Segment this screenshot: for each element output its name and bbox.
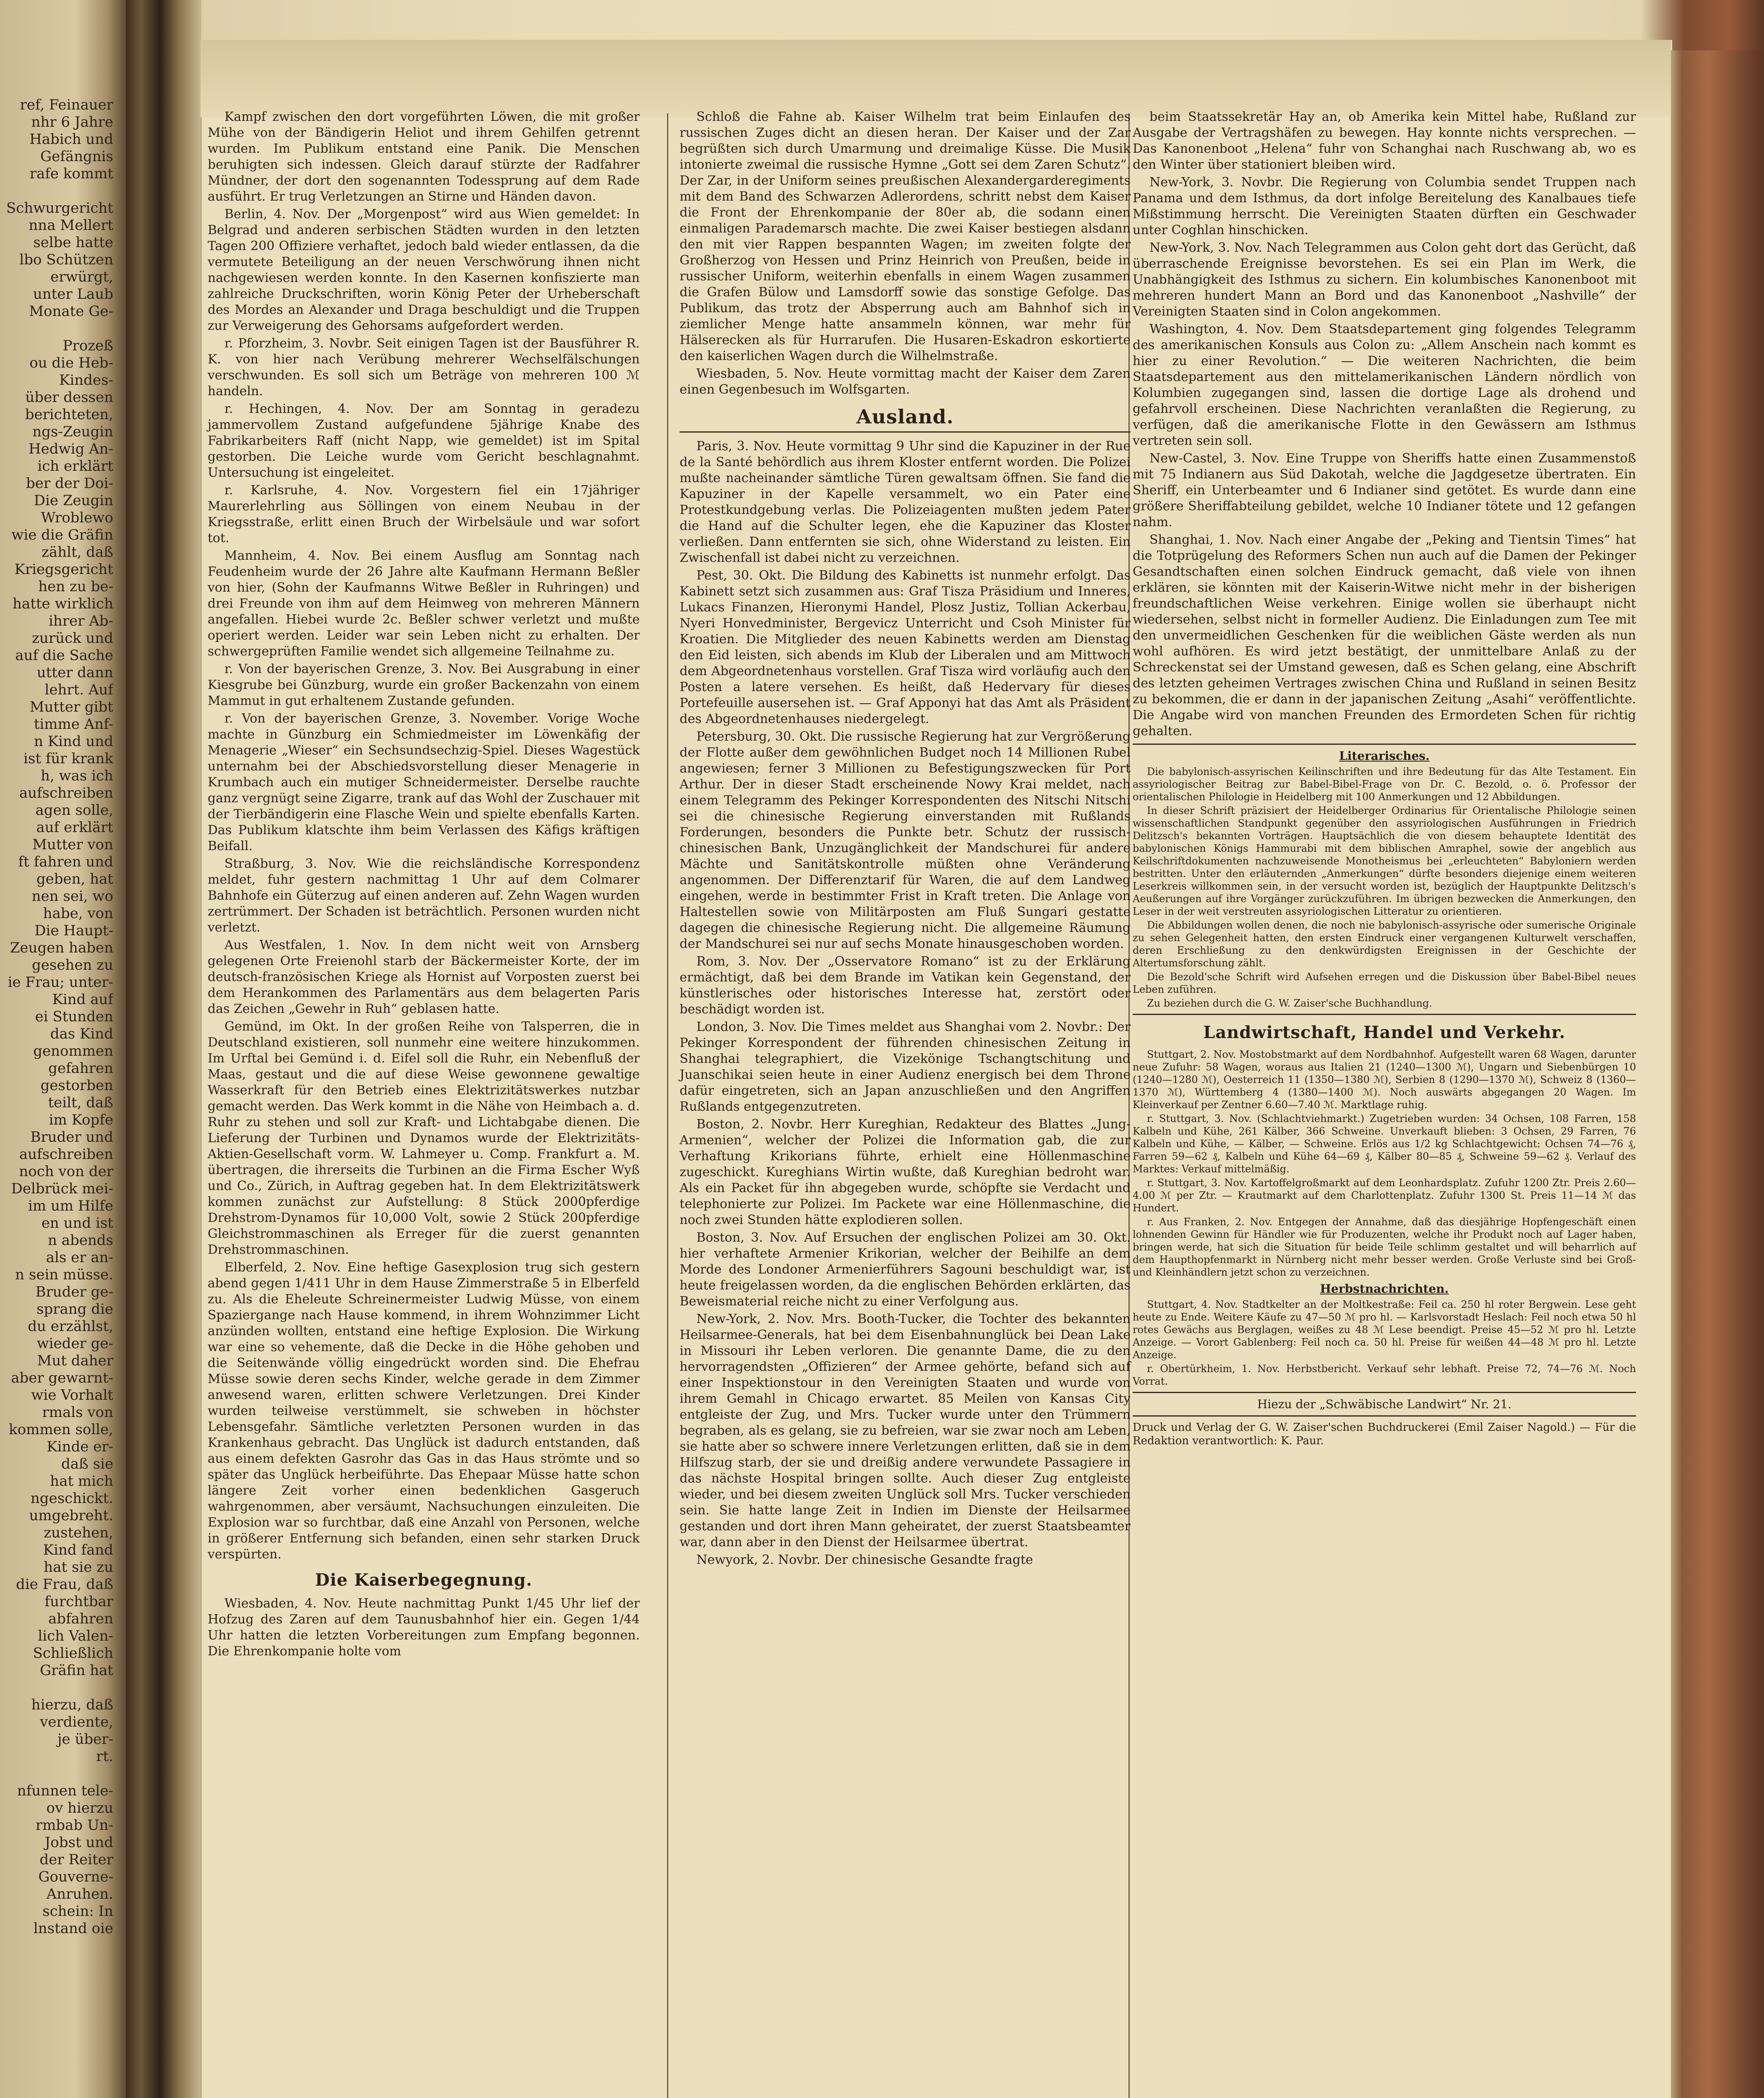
left-page-line [0, 1679, 113, 1696]
left-page-line: nen sei, wo [31, 888, 113, 905]
left-page-line: wieder ge- [36, 1335, 113, 1352]
left-page-line: hierzu, daß [31, 1696, 113, 1713]
left-page-line: Zeugen haben [10, 939, 113, 956]
left-page-line: Gefängnis [40, 148, 113, 165]
left-page-line: rmbab Un- [35, 1817, 113, 1834]
left-page-line: lich Valen- [38, 1628, 113, 1644]
section-heading-landwirtschaft: Landwirtschaft, Handel und Verkehr. [1203, 1023, 1566, 1042]
article-paragraph: Schloß die Fahne ab. Kaiser Wilhelm trat beim Einlaufen des russischen Zuges dicht an diesen heran. Der Kaiser und der Zar begrüßten sich durch Umarmung und dreimalige Küsse. Die Musik intonierte zweimal die russische Hymne „Gott sei dem Zaren Schutz“. Der Zar, in der Uniform seines preußischen Alexandergarderegiments mit dem Band des Schwarzen Adlerordens, schritt nebst dem Kaiser die Front der Ehrenkompanie der 80er ab, die sodann einen einmaligen Parademarsch machte. Die zwei Kaiser bestiegen alsdann den mit vier Rappen bespannten Wagen; im zweiten folgte der Großherzog von Hessen und Prinz Heinrich von Preußen, beide in russischer Uniform, weiterhin ebenfalls in einem Wagen zusammen die Grafen Bülow und Lamsdorff sowie das sonstige Gefolge. Das Publikum, das trotz der Absperrung auch am Bahnhof sich in ziemlicher Menge hatte ansammeln können, war mehr für Hälserecken als für Hurrarufen. Die Husaren-Eskadron eskortierte den kaiserlichen Wagen durch die Wilhelmstraße. [680, 110, 1131, 363]
left-page-text [0, 97, 113, 2098]
section-divider [1133, 1415, 1636, 1417]
left-page-line: das Kind [50, 1026, 113, 1042]
left-page-line: lnstand oie [33, 1920, 113, 1937]
article-paragraph: r. Karlsruhe, 4. Nov. Vorgestern fiel ein 17jähriger Maurerlehrling aus Söllingen von einem Neubau in der Kriegsstraße, erlitt einen Bruch der Wirbelsäule und war sofort tot. [208, 483, 640, 545]
article-paragraph: Mannheim, 4. Nov. Bei einem Ausflug am Sonntag nach Feudenheim wurde der 26 Jahre alte Kaufmann Hermann Beßler von hier, (Sohn der Kaufmanns Witwe Beßler in Ruhringen) und drei Freunde von ihm auf dem Heimweg von mehreren Männern angefallen. Hiebei wurde 2c. Beßler schwer verletzt und mußte operiert werden. Leider war sein Leben nicht zu erhalten. Der schwergeprüften Familie wendet sich allgemeine Teilnahme zu. [208, 548, 640, 659]
left-page-line: genommen [33, 1043, 113, 1059]
article-paragraph: Wiesbaden, 5. Nov. Heute vormittag macht der Kaiser dem Zaren einen Gegenbesuch im Wolfsgarten. [680, 366, 1131, 397]
left-page-line: abfahren [48, 1610, 113, 1627]
book-binding-edge [1671, 50, 1764, 2098]
left-page-line [0, 183, 113, 200]
left-page-line: Mutter von [32, 836, 113, 853]
imprint: Druck und Verlag der G. W. Zaiser'schen Buchdruckerei (Emil Zaiser Nagold.) — Für die Redaktion verantwortlich: K. Paur. [1133, 1421, 1636, 1447]
left-page-line: rafe kommt [29, 165, 113, 182]
article-paragraph: Shanghai, 1. Nov. Nach einer Angabe der „Peking and Tientsin Times“ hat die Totprügelung des Reformers Schen nun auch auf die Damen der Pekinger Gesandtschaften einen solchen Eindruck gemacht, daß viele von ihnen erklären, sie könnten mit der Kaiserin-Witwe nicht mehr in der bisherigen freundschaftlichen Weise verkehren. Einige wollen sie überhaupt nicht wiedersehen, selbst nicht in formeller Audienz. Die Einladungen zum Tee mit den unvermeidlichen Geschenken für die weiblichen Gäste werden als nun wohl aufhören. Es wird jetzt bestätigt, der unmittelbare Anlaß zu der Schreckenstat sei der Umstand gewesen, daß es Schen gelang, eine Abschrift des letzten geheimen Vertrages zwischen China und Rußland in seinen Besitz zu bekommen, die er dann in der japanischen Zeitung „Asahi“ veröffentlichte. Die Angabe wird von manchen Freunden des Ermordeten Schen für richtig gehalten. [1133, 532, 1636, 738]
left-page-line: teilt, daß [48, 1094, 113, 1111]
literary-paragraph: Zu beziehen durch die G. W. Zaiser'sche Buchhandlung. [1147, 997, 1433, 1009]
harvest-report: r. Obertürkheim, 1. Nov. Herbstbericht. Verkauf sehr lebhaft. Preise 72, 74—76 ℳ. Noch Vorrat. [1133, 1363, 1636, 1387]
left-page-line: Mut daher [37, 1352, 113, 1369]
article-paragraph: London, 3. Nov. Die Times meldet aus Shanghai vom 2. Novbr.: Der Pekinger Korrespondent der führenden chinesischen Zeitung in Shanghai telegraphiert, die Vizekönige Tschangtschitung und Juanschikai seien heute in einer Audienz energisch bei dem Throne dafür eingetreten, sich an Japan anzuschließen und den Angriffen Rußlands entgegenzutreten. [680, 1020, 1131, 1114]
left-page-line: Mutter gibt [29, 699, 113, 715]
left-page-line: utter dann [36, 664, 113, 681]
article-paragraph: Paris, 3. Nov. Heute vormittag 9 Uhr sind die Kapuziner in der Rue de la Santé behördlich aus ihrem Kloster entfernt worden. Die Polizei mußte nacheinander sämtliche Türen gewaltsam öffnen. Sie fand die Kapuziner in der Kapelle versammelt, wo ein Pater eine Protestkundgebung verlas. Die Polizeiagenten mußten jedem Pater die Hand auf die Schulter legen, ehe die Kapuziner das Kloster verließen. Dann entfernten sie sich, ohne Widerstand zu leisten. Ein Zwischenfall ist dabei nicht zu verzeichnen. [680, 439, 1131, 565]
left-page-line: ov hierzu [46, 1800, 113, 1816]
market-report: r. Stuttgart, 3. Nov. (Schlachtviehmarkt.) Zugetrieben wurden: 34 Ochsen, 108 Farren, 158 Kalbeln und Kühe, 261 Kälber, 366 Schweine. Unverkauft blieben: 3 Ochsen, 29 Farren, 76 Kalbeln und Kühe, — Kälber, — Schweine. Erlös aus 1/2 kg Schlachtgewicht: Ochsen 74—76 ₰, Farren 59—62 ₰, Kalbeln und Kühe 64—69 ₰, Kälber 80—85 ₰, Schweine 59—62 ₰. Verlauf des Marktes: Verkauf mittelmäßig. [1133, 1113, 1636, 1175]
column-2 [680, 109, 1131, 1570]
literary-paragraph: Die Abbildungen wollen denen, die noch nie babylonisch-assyrische oder sumerische Originale zu sehen Gelegenheit hatten, den ersten Eindruck einer vergangenen Kulturwelt verschaffen, deren Erschließung zu den denkwürdigsten Ereignissen in der Geschichte der Altertumsforschung zählt. [1133, 919, 1636, 969]
left-page-line: lbo Schützen [19, 251, 113, 268]
column-3 [1133, 109, 1636, 1448]
left-page-line: Jobst und [44, 1834, 113, 1851]
supplement-notice: Hiezu der „Schwäbische Landwirt“ Nr. 21. [1257, 1397, 1512, 1411]
left-page-line: Bruder ge- [35, 1284, 113, 1300]
article-paragraph: Rom, 3. Nov. Der „Osservatore Romano“ ist zu der Erklärung ermächtigt, daß bei dem Brande im Vatikan kein Gegenstand, der künstlerisches oder historisches Interesse hat, zerstört oder beschädigt worden ist. [680, 954, 1131, 1017]
section-divider [1133, 1014, 1636, 1015]
left-page-line: Prozeß [63, 337, 113, 354]
left-page-line: lehrt. Auf [44, 681, 113, 698]
left-page-line: ie Frau; unter- [8, 974, 113, 991]
left-page-line: aufschreiben [19, 785, 113, 801]
article-paragraph: Berlin, 4. Nov. Der „Morgenpost“ wird aus Wien gemeldet: In Belgrad und anderen serbischen Städten wurden in den letzten Tagen 200 Offiziere verhaftet, jedoch bald wieder entlassen, da die vermutete Beteiligung an der neuen Verschwörung ihnen nicht nachgewiesen werden konnte. In den Kasernen konfiszierte man zahlreiche Druckschriften, worin König Peter der Urheberschaft des Mordes an Alexander und Draga beschuldigt und die Truppen zur Verweigerung des Gehorsams aufgefordert werden. [208, 207, 640, 333]
left-page-line: Hedwig An- [28, 441, 113, 457]
left-page-line: schein: In [42, 1903, 113, 1920]
left-page-line: hat mich [50, 1473, 113, 1490]
left-page-line: rmals von [42, 1404, 113, 1421]
article-paragraph: Kampf zwischen den dort vorgeführten Löwen, die mit großer Mühe von der Bändigerin Heliot und ihrem Gehilfen getrennt wurden. Im Publikum entstand eine Panik. Die Menschen beruhigten sich indessen. Gleich darauf stürzte der Radfahrer Mündner, der dort den sogenannten Todessprung auf dem Rade ausführt. Er trug Verletzungen an Stirne und Händen davon. [208, 110, 640, 204]
section-heading-ausland: Ausland. [680, 405, 1131, 433]
market-report: r. Aus Franken, 2. Nov. Entgegen der Annahme, daß das diesjährige Hopfengeschäft einen lohnenden Gewinn für Händler wie für Produzenten, welche ihr Produkt noch auf Lager haben, bringen werde, hat sich die Situation für beide Teile schlimm gestaltet und will beharrlich auf dem Haupthopfenmarkt in Nürnberg nicht mehr besser werden. Große Verluste sind bei Groß- und Kleinhändlern jetzt schon zu verzeichnen. [1133, 1216, 1636, 1278]
market-report: r. Stuttgart, 3. Nov. Kartoffelgroßmarkt auf dem Leonhardsplatz. Zufuhr 1200 Ztr. Preis 2.60—4.00 ℳ per Ztr. — Krautmarkt auf dem Charlottenplatz. Zufuhr 1300 St. Preis 11—14 ℳ das Hundert. [1133, 1177, 1636, 1214]
article-paragraph: r. Von der bayerischen Grenze, 3. November. Vorige Woche machte in Günzburg ein Schmiedmeister im Löwenkäfig der Menagerie „Wieser“ ein Sechsundsechzig-Spiel. Dieses Wagestück unternahm bei der Abschiedsvorstellung dieser Menagerie in Krumbach auch ein mutiger Schneidermeister. Derselbe rauchte ganz vergnügt seine Zigarre, trank auf das Wohl der Zuschauer mit der Tierbändigerin eine Flasche Wein und spielte ebenfalls Karten. Das Publikum klatschte ihm beim Verlassen des Käfigs kräftigen Beifall. [208, 711, 640, 853]
left-page-line: ich erklärt [37, 458, 113, 475]
left-page-line: berichteten, [25, 406, 113, 423]
left-page-line: n Kind und [34, 733, 113, 750]
left-page-line: ber der Doi- [26, 475, 113, 492]
left-page-line: Gräfin hat [40, 1662, 113, 1679]
left-page-line: die Frau, daß [16, 1576, 113, 1593]
left-page-line: auf erklärt [36, 819, 113, 836]
left-page-line: gesehen zu [32, 957, 113, 973]
article-paragraph: New-York, 3. Nov. Nach Telegrammen aus Colon geht dort das Gerücht, daß überraschende Ereignisse bevorstehen. Es sei ein Plan im Werk, die Unabhängigkeit des Isthmus zu sichern. Ein kolumbisches Kanonenboot mit mehreren hundert Mann an Bord und das Kanonenboot „Nashville“ der Vereinigten Staaten sind in Colon angekommen. [1133, 240, 1636, 319]
left-page-line: Bruder und [30, 1129, 113, 1146]
left-page-line: Anruhen. [46, 1886, 113, 1902]
left-page-line: Gouverne- [38, 1868, 113, 1885]
section-divider [1133, 744, 1636, 745]
article-paragraph: Washington, 4. Nov. Dem Staatsdepartement ging folgendes Telegramm des amerikanischen Konsuls aus Colon zu: „Allem Anschein nach kommt es hier zu einer Revolution.“ — Die weiteren Nachrichten, die beim Staatsdepartement aus den mittelamerikanischen Ländern nördlich von Kolumbien zugegangen sind, lassen die dortige Lage als drohend und gefahrvoll erscheinen. Diese Nachrichten veranlaßten die Regierung, zu verfügen, daß die amerikanische Flotte in den Gewässern am Isthmus vertreten sein soll. [1133, 322, 1636, 448]
article-paragraph: New-York, 2. Nov. Mrs. Booth-Tucker, die Tochter des bekannten Heilsarmee-Generals, hat bei dem Eisenbahnunglück bei Dean Lake in Missouri ihr Leben verloren. Die genannte Dame, die zu den hervorragendsten „Offizieren“ der Armee gehörte, befand sich auf einer Inspektionstour in den Vereinigten Staaten und wurde von ihrem Gemahl in Chicago erwartet. 85 Meilen von Kansas City entgleiste der Zug, und Mrs. Tucker wurde unter den Trümmern begraben, als es gelang, sie zu befreien, war sie zwar noch am Leben, sie hatte aber so schwere innere Verletzungen erlitten, daß sie in dem Hilfszug starb, der sie und dreißig andere verwundete Passagiere in das nächste Hospital bringen sollte. Auch dieser Zug entgleiste wieder, und bei diesem zweiten Unglück soll Mrs. Tucker verschieden sein. Sie hatte lange Zeit in Indien im Dienste der Heilsarmee gestanden und dort ihren Mann geheiratet, der zuerst Staatsbeamter war, dann aber in den Dienst der Heilsarmee übertrat. [680, 1312, 1131, 1550]
left-page-line: nna Mellert [29, 217, 113, 234]
left-page-line: gefahren [48, 1060, 113, 1077]
left-page-line: Wroblewo [41, 509, 113, 526]
left-page-line: wie die Gräfin [11, 527, 113, 543]
article-paragraph: Wiesbaden, 4. Nov. Heute nachmittag Punkt 1/45 Uhr lief der Hofzug des Zaren auf dem Taunusbahnhof hier ein. Gegen 1/44 Uhr hatten die letzten Vorbereitungen zum Empfang begonnen. Die Ehrenkompanie holte vom [208, 1596, 640, 1659]
left-page-line: rt. [96, 1748, 113, 1765]
left-page-line: Habich und [29, 131, 113, 148]
article-paragraph: r. Von der bayerischen Grenze, 3. Nov. Bei Ausgrabung in einer Kiesgrube bei Günzburg, wurde ein großer Backenzahn von einem Mammut in gut erhaltenem Zustande gefunden. [208, 662, 640, 708]
left-page-line: im um Hilfe [28, 1198, 113, 1214]
left-page-line: nfunnen tele- [17, 1782, 113, 1799]
left-page-line: Kriegsgericht [14, 561, 113, 578]
article-paragraph: r. Pforzheim, 3. Novbr. Seit einigen Tagen ist der Bausführer R. K. von hier nach Verübung mehrerer Wechselfälschungen verschwunden. Es soll sich um Beträge von mehreren 100 ℳ handeln. [208, 336, 640, 399]
article-paragraph: Gemünd, im Okt. In der großen Reihe von Talsperren, die in Deutschland existieren, soll nunmehr eine weitere hinzukommen. Im Urftal bei Gemünd i. d. Eifel soll die Ruhr, ein Nebenfluß der Maas, gestaut und die auf diese Weise gewonnene gewaltige Wasserkraft für den Betrieb eines Elektrizitätswerkes nutzbar gemacht werden. Das Werk kommt in die Nähe von Heimbach a. d. Ruhr zu stehen und soll zur Kraft- und Lichtabgabe dienen. Die Lieferung der Turbinen und Dynamos wurde der Elektrizitäts-Aktien-Gesellschaft vorm. W. Lahmeyer u. Comp. Frankfurt a. M. übertragen, die ihrerseits die Turbinen an die Firma Escher Wyß und Co., Zürich, in Auftrag gegeben hat. In dem Elektrizitätswerk kommen zunächst zur Aufstellung: 8 Stück 2000pferdige Drehstrom-Dynamos für 10,000 Volt, sowie 2 Stück 200pferdige Gleichstrommaschinen als Erreger für die zuerst genannten Drehstrommaschinen. [208, 1019, 640, 1257]
left-page-line: Die Haupt- [34, 922, 113, 939]
left-page-line: zurück und [32, 630, 113, 647]
section-heading-kaiserbegegnung: Die Kaiserbegegnung. [315, 1570, 533, 1590]
article-paragraph: Boston, 3. Nov. Auf Ersuchen der englischen Polizei am 30. Okt. hier verhaftete Armenier Krikorian, welcher der Beihilfe an dem Morde des Londoner Armenierführers Sagouni beschuldigt war, ist heute freigelassen worden, da die englischen Behörden erklärten, das Beweismaterial reiche nicht zu einer Verfolgung aus. [680, 1230, 1131, 1309]
left-page-line: ngs-Zeugin [32, 423, 113, 440]
left-page-line: ihrer Ab- [48, 613, 113, 629]
left-page-line: als er an- [46, 1249, 113, 1266]
literary-paragraph: Die babylonisch-assyrischen Keilinschriften und ihre Bedeutung für das Alte Testament. Ein assyriologischer Beitrag zur Babel-Bibel-Frage von Dr. C. Bezold, o. ö. Professor der orientalischen Philologie in Heidelberg mit 100 Anmerkungen und 12 Abbildungen. [1133, 766, 1636, 803]
left-page-line: ref, Feinauer [20, 97, 113, 113]
section-divider [1133, 1392, 1636, 1393]
left-page-line [0, 320, 113, 337]
left-page-line: en und ist [41, 1215, 113, 1232]
left-page-line: im Kopfe [49, 1112, 113, 1128]
left-page-line: der Reiter [39, 1851, 113, 1868]
left-page-line: je über- [57, 1731, 113, 1748]
left-page-line: über dessen [25, 389, 113, 406]
left-page-line [0, 1765, 113, 1782]
article-paragraph: Newyork, 2. Novbr. Der chinesische Gesandte fragte [696, 1553, 1033, 1567]
book-gutter [126, 0, 201, 2098]
left-page-line: timme Anf- [34, 716, 113, 733]
column-1 [208, 109, 640, 1661]
left-page-line: umgebreht. [29, 1507, 113, 1524]
left-page-line: zählt, daß [42, 544, 113, 561]
section-heading-literarisches: Literarisches. [1339, 749, 1430, 763]
left-page-line: aufschreiben [19, 1146, 113, 1163]
article-paragraph: beim Staatssekretär Hay an, ob Amerika kein Mittel habe, Rußland zur Ausgabe der Vertragshäfen zu bewegen. Hay konnte nichts versprechen. — Das Kanonenboot „Helena“ fuhr von Schanghai nach Ruschwang ab, wo es den Winter über stationiert bleiben wird. [1133, 110, 1636, 172]
left-page-line: du erzählst, [28, 1318, 113, 1335]
left-page-line: ngeschickt. [30, 1490, 113, 1507]
left-page-line: ft fahren und [18, 853, 113, 870]
left-page-line: furchtbar [44, 1593, 113, 1610]
left-page-line: nhr 6 Jahre [31, 114, 113, 130]
left-page-fragment [0, 0, 126, 2098]
left-page-line: wie Vorhalt [31, 1387, 113, 1404]
literary-paragraph: In dieser Schrift präzisiert der Heidelberger Ordinarius für Orientalische Philologie seinen wissenschaftlichen Standpunkt gegenüber den assyriologischen Ausführungen in Friedrich Delitzsch's bekannten Vorträgen. Hauptsächlich die von diesem behauptete Identität des babylonischen Königs Hammurabi mit dem biblischen Amraphel, sowie der angeblich aus Keilschriftdokumenten nachzuweisende Monotheismus bei „erleuchteten“ Babyloniern werden bestritten. Unter den erläuternden „Anmerkungen“ dürfte besonders diejenige einem weiteren Leserkreis willkommen sein, in der versucht worden ist, bezüglich der Hauptpunkte Delitzsch's Aeußerungen auf ihre Vorgänger zurückzuführen. Im übrigen bezwecken die Anmerkungen, den Leser in der weit verstreuten assyriologischen Litteratur zu orientieren. [1133, 805, 1636, 917]
article-paragraph: New-York, 3. Novbr. Die Regierung von Columbia sendet Truppen nach Panama und dem Isthmus, da dort infolge Bereitelung des Kanalbaues tiefe Mißstimmung herrscht. Die Vereinigten Staaten dürften ein Geschwader unter Coghlan hinschicken. [1133, 175, 1636, 237]
left-page-line: ist für krank [23, 750, 113, 767]
left-page-line: auf die Sache [15, 647, 113, 664]
page-top-margin [201, 40, 1671, 117]
left-page-line: zustehen, [44, 1524, 113, 1541]
left-page-line: agen solle, [35, 802, 113, 819]
left-page-line: ou die Heb- [29, 355, 113, 371]
article-paragraph: Straßburg, 3. Nov. Wie die reichsländische Korrespondenz meldet, fuhr gestern nachmittag 1 Uhr auf dem Colmarer Bahnhofe ein Güterzug auf einen anderen auf. Zehn Wagen wurden zertrümmert. Der Schaden ist beträchtlich. Personen wurden nicht verletzt. [208, 856, 640, 935]
article-paragraph: Boston, 2. Novbr. Herr Kureghian, Redakteur des Blattes „Jung-Armenien“, welcher der Polizei die Information gab, die zur Verhaftung Krikorians führte, erhielt eine Höllenmaschine zugeschickt. Kureghians Wirtin wußte, daß Kureghian bedroht war. Als ein Packet für ihn abgegeben wurde, schöpfte sie Verdacht und telephonierte zur Polizei. Im Packete war eine Höllenmaschine, die noch zwei Stunden hätte explodieren sollen. [680, 1117, 1131, 1227]
left-page-line: h, was ich [41, 767, 113, 784]
left-page-line: Die Zeugin [34, 492, 113, 509]
left-page-line: gestorben [40, 1077, 113, 1094]
left-page-line: selbe hatte [33, 234, 113, 251]
left-page-line: hen zu be- [38, 578, 113, 595]
left-page-line: Delbrück mei- [11, 1180, 113, 1197]
article-paragraph: Aus Westfalen, 1. Nov. In dem nicht weit von Arnsberg gelegenen Orte Freienohl starb der Bäckermeister Korte, der im deutsch-französischen Kriege als Hornist auf Vorposten zuerst bei dem Herankommen des Parlamentärs aus dem belagerten Paris das Zeichen „Gewehr in Ruh“ geblasen hatte. [208, 938, 640, 1016]
article-paragraph: Petersburg, 30. Okt. Die russische Regierung hat zur Vergrößerung der Flotte außer dem gewöhnlichen Budget noch 14 Millionen Rubel angewiesen; ferner 3 Millionen zu Befestigungszwecken für Port Arthur. Der in dieser Stadt erscheinende Nowy Krai meldet, nach einem Telegramm des Pekinger Korrespondenten des Nitschi Nitschi sei die chinesische Regierung einverstanden mit Rußlands Forderungen, besonders die Punkte betr. Schutz der russisch-chinesischen Bank, Unzugänglichkeit der Mandschurei für andere Mächte und Sanitätskontrolle müßten ohne Veränderung angenommen. Der Differenztarif für Waren, die auf dem Landweg eingehen, werde in bestimmter Frist in Kraft treten. Die Anlage von Haltestellen sowie von Militärposten am Fluß Sungari gestatte dagegen die chinesische Regierung nicht. Die allgemeine Räumung der Mandschurei sei nur auf sechs Monate hinausgeschoben worden. [680, 729, 1131, 951]
left-page-line: hat sie zu [44, 1559, 113, 1576]
left-page-line: n sein müsse. [15, 1266, 113, 1283]
left-page-line: Kindes- [59, 372, 113, 389]
left-page-line: geben, hat [36, 871, 113, 887]
left-page-line: hatte wirklich [13, 595, 113, 612]
left-page-line: unter Laub [33, 286, 113, 303]
section-heading-herbstnachrichten: Herbstnachrichten. [1320, 1282, 1449, 1296]
left-page-line: sprang die [36, 1301, 113, 1318]
left-page-line: erwürgt, [50, 269, 113, 285]
left-page-line: Schwurgericht [6, 200, 113, 217]
article-paragraph: New-Castel, 3. Nov. Eine Truppe von Sheriffs hatte einen Zusammenstoß mit 75 Indianern aus Süd Dakotah, welche die Jagdgesetze übertraten. Ein Sheriff, ein Unterbeamter und 6 Indianer sind getötet. Es wurde dann eine größere Sheriffabteilung gebildet, welche 10 Indianer tötete und 12 gefangen nahm. [1133, 451, 1636, 530]
harvest-report: Stuttgart, 4. Nov. Stadtkelter an der Moltkestraße: Feil ca. 250 hl roter Bergwein. Lese geht heute zu Ende. Weitere Käufe zu 47—50 ℳ pro hl. — Karlsvorstadt Heslach: Feil noch etwa 50 hl rotes Gewächs aus Berglagen, weißes zu 48 ℳ Lese beendigt. Preise 45—52 ℳ pro hl. Letzte Anzeige. — Vorort Gablenberg: Feil noch ca. 50 hl. Preise für weißen 44—48 ℳ pro hl. Letzte Anzeige. [1133, 1299, 1636, 1361]
article-paragraph: r. Hechingen, 4. Nov. Der am Sonntag in geradezu jammervollem Zustand aufgefundene 5jährige Knabe des Fabrikarbeiters Raff (nicht Napp, wie gemeldet) ist im Spital gestorben. Die Leiche wurde vom Gericht beschlagnahmt. Untersuchung ist eingeleitet. [208, 402, 640, 480]
left-page-line: Kinde er- [47, 1438, 113, 1455]
market-report: Stuttgart, 2. Nov. Mostobstmarkt auf dem Nordbahnhof. Aufgestellt waren 68 Wagen, darunter neue Zufuhr: 58 Wagen, woraus aus Italien 21 (1240—1300 ℳ), Ungarn und Siebenbürgen 10 (1240—1280 ℳ), Oesterreich 11 (1350—1380 ℳ), Serbien 8 (1290—1370 ℳ), Schweiz 8 (1360—1370 ℳ), Württemberg 4 (1380—1400 ℳ). Noch auswärts abgegangen 20 Wagen. Im Kleinverkauf per Zentner 6.60—7.40 ℳ. Marktlage ruhig. [1133, 1049, 1636, 1111]
left-page-line: kommen solle, [9, 1421, 113, 1438]
left-page-line: habe, von [43, 905, 113, 922]
literary-paragraph: Die Bezold'sche Schrift wird Aufsehen erregen und die Diskussion über Babel-Bibel neues Leben zuführen. [1133, 971, 1636, 995]
left-page-line: aber gewarnt- [11, 1370, 113, 1386]
left-page-line: Kind auf [52, 991, 113, 1008]
left-page-line: verdiente, [40, 1714, 113, 1730]
left-page-line: daß sie [61, 1456, 113, 1472]
left-page-line: Monate Ge- [29, 303, 113, 320]
left-page-line: Schließlich [33, 1645, 113, 1662]
article-paragraph: Elberfeld, 2. Nov. Eine heftige Gasexplosion trug sich gestern abend gegen 1/411 Uhr in dem Hause Zimmerstraße 5 in Elberfeld zu. Als die Eheleute Schreinermeister Ludwig Müsse, von einem Spaziergange nach Hause kommend, in ihrem Wohnzimmer Licht anzünden wollten, entstand eine heftige Explosion. Die Wirkung war eine so vehemente, daß die Decke in die Höhe gehoben und die Seitenwände völlig eingedrückt worden sind. Die Ehefrau Müsse sowie deren sechs Kinder, welche gerade in dem Zimmer anwesend waren, erlitten schwere Verletzungen. Drei Kinder wurden teilweise verstümmelt, sie schweben in höchster Lebensgefahr. Sämtliche verletzten Personen wurden in das Krankenhaus gebracht. Das Unglück ist dadurch entstanden, daß aus einem defekten Gasrohr das Gas in das Haus strömte und so später das Unglück herbeiführte. Das Ehepaar Müsse hatte schon längere Zeit vorher einen bedenklichen Gasgeruch wahrgenommen, aber versäumt, Nachsuchungen einzuleiten. Die Explosion war so furchtbar, daß eine Anzahl von Personen, welche in größerer Entfernung sich befanden, einen sehr starken Druck verspürten. [208, 1260, 640, 1562]
column-rule [667, 113, 668, 2098]
left-page-line: Kind fand [43, 1542, 113, 1558]
left-page-line: n abends [48, 1232, 113, 1249]
left-page-line: ei Stunden [35, 1008, 113, 1025]
left-page-line: noch von der [19, 1163, 113, 1180]
article-paragraph: Pest, 30. Okt. Die Bildung des Kabinetts ist nunmehr erfolgt. Das Kabinett setzt sich zusammen aus: Graf Tisza Präsidium und Inneres, Lukacs Finanzen, Hieronymi Handel, Plosz Justiz, Tollian Ackerbau, Nyeri Honvedminister, Bergevicz Unterricht und Csoh Minister für Kroatien. Die Mitglieder des neuen Kabinetts werden am Dienstag den Eid leisten, sich abends im Klub der Liberalen und am Mittwoch dem Abgeordnetenhaus vorstellen. Graf Tisza wird vorläufig auch den Posten a latere versehen. Es heißt, daß Hedervary für dieses Portefeuille ausersehen ist. — Graf Apponyi hat das Amt als Präsident des Abgeordnetenhauses niedergelegt. [680, 568, 1131, 726]
